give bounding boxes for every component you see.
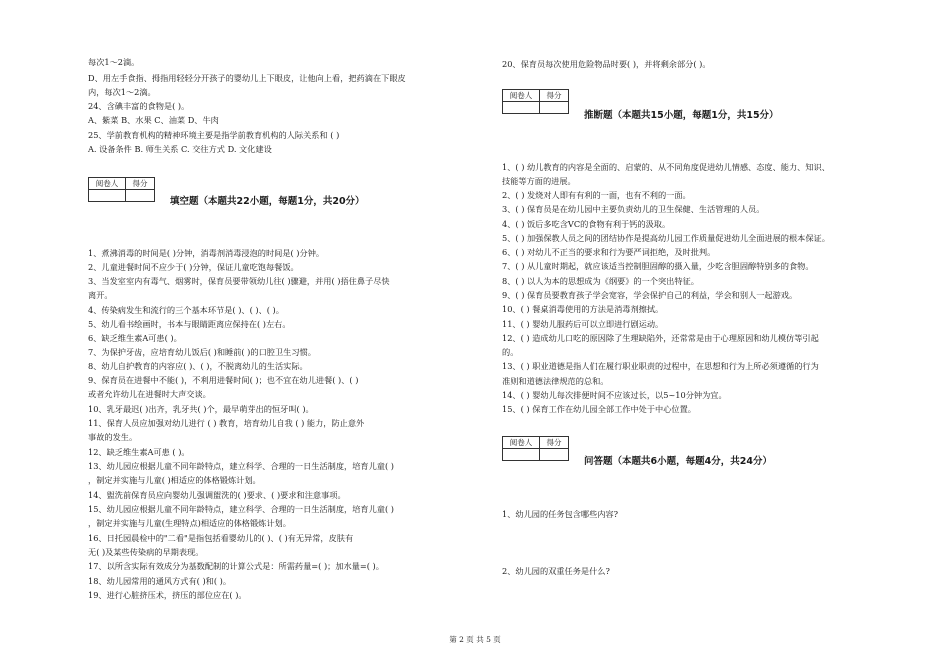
grader-label: 阅卷人 xyxy=(503,437,540,449)
fill-item: 16、日托园晨检中的"二看"是指包括看婴幼儿的( )、( )有无异常，皮肤有 xyxy=(88,533,354,543)
fill-item: ，制定并实施与儿童(生理特点)相适应的体格锻炼计划。 xyxy=(88,518,291,528)
judge-item: 9、( ) 保育员要教育孩子学会宽容，学会保护自己的利益，学会和别人一起游戏。 xyxy=(502,290,798,300)
section-title-qa: 问答题（本题共6小题，每题4分，共24分） xyxy=(584,456,772,467)
question-24-options: A、紫菜 B、水果 C、油菜 D、牛肉 xyxy=(88,115,219,125)
score-cell xyxy=(126,190,155,202)
judge-item: 的。 xyxy=(502,347,519,357)
judge-item: 14、( ) 婴幼儿每次排便时间不应该过长，以5~10分钟为宜。 xyxy=(502,390,727,400)
grader-cell xyxy=(503,449,540,461)
fill-item: 或者允许幼儿在进餐时大声交谈。 xyxy=(88,389,211,399)
fill-item: 5、幼儿看书绘画时，书本与眼睛距离应保持在( )左右。 xyxy=(88,319,291,329)
score-box-judge xyxy=(502,89,569,114)
judge-item: 11、( ) 婴幼儿服药后可以立即进行剧运动。 xyxy=(502,319,664,329)
page-number: 第 2 页 共 5 页 xyxy=(449,635,501,644)
fill-item: 19、进行心脏挤压术，挤压的部位应在( )。 xyxy=(88,590,247,600)
question-25-options: A. 设备条件 B. 师生关系 C. 交往方式 D. 文化建设 xyxy=(88,144,272,154)
judge-item: 技能等方面的进展。 xyxy=(502,176,576,186)
grader-label: 阅卷人 xyxy=(89,178,126,190)
score-cell xyxy=(540,102,569,114)
text-line: D、用左手食指、拇指用轻轻分开孩子的婴幼儿上下眼皮，让他向上看，把药滴在下眼皮 xyxy=(88,73,406,83)
fill-item: 15、幼儿园应根据儿童不同年龄特点，建立科学、合理的一日生活制度，培育儿童( ) xyxy=(88,504,394,514)
fill-item: 事故的发生。 xyxy=(88,432,138,442)
fill-item: 无( )及某些传染病的早期表现。 xyxy=(88,547,204,557)
judge-item: 7、( ) 从儿童时期起，就应该适当控制胆固醇的摄入量，少吃含胆固醇特别多的食物。 xyxy=(502,261,814,271)
judge-item: 1、( ) 幼儿教育的内容是全面的、启蒙的、从不同角度促进幼儿情感、态度、能力、知识、 xyxy=(502,162,830,172)
judge-item: 15、( ) 保育工作在幼儿园全部工作中处于中心位置。 xyxy=(502,404,696,414)
judge-item: 13、( ) 职业道德是指人们在履行职业职责的过程中，在思想和行为上所必须遵循的行为 xyxy=(502,361,819,371)
score-label: 得分 xyxy=(540,437,569,449)
fill-item: 4、传染病发生和流行的三个基本环节是( )、( )、( )。 xyxy=(88,305,284,315)
judge-item: 8、( ) 以人为本的思想成为《纲要》的一个突出特征。 xyxy=(502,276,699,286)
score-label: 得分 xyxy=(126,178,155,190)
judge-item: 4、( ) 饭后多吃含VC的食物有利于钙的汲取。 xyxy=(502,219,671,229)
judge-item: 12、( ) 造成幼儿口吃的原因除了生理缺陷外，还常常是由于心理原因和幼儿模仿等引起 xyxy=(502,333,819,343)
score-box-qa xyxy=(502,436,569,461)
fill-item: 17、以所含实际有效成分为基数配制的计算公式是：所需药量=( )；加水量=( )。 xyxy=(88,561,384,571)
judge-item: 5、( ) 加强保教人员之间的团结协作是提高幼儿园工作质量促进幼儿全面进展的根本保证。 xyxy=(502,233,830,243)
judge-item: 6、( ) 对幼儿不正当的要求和行为要严词拒绝，及时批判。 xyxy=(502,247,716,257)
judge-item: 准则和道德法律规范的总和。 xyxy=(502,376,609,386)
fill-item: 14、盥洗前保育员应向婴幼儿强调盥洗的( )要求、( )要求和注意事项。 xyxy=(88,490,346,500)
fill-item: 1、煮沸消毒的时间是( )分钟，消毒剂消毒浸泡的时间是( )分钟。 xyxy=(88,248,325,258)
fill-item: 18、幼儿园常用的通风方式有( )和( )。 xyxy=(88,576,232,586)
score-cell xyxy=(540,449,569,461)
text-line: 内，每次1～2滴。 xyxy=(88,87,156,97)
grader-label: 阅卷人 xyxy=(503,90,540,102)
judge-item: 2、( ) 发烧对人即有有利的一面，也有不利的一面。 xyxy=(502,190,691,200)
fill-item-20: 20、保育员每次使用危险物品时要( )，并将剩余部分( )。 xyxy=(502,59,711,69)
judge-item: 3、( ) 保育员是在幼儿园中主要负责幼儿的卫生保健、生活管理的人员。 xyxy=(502,204,765,214)
fill-item: 13、幼儿园应根据儿童不同年龄特点，建立科学、合理的一日生活制度，培育儿童( ) xyxy=(88,461,394,471)
grader-cell xyxy=(503,102,540,114)
fill-item: 2、儿童进餐时间不应少于( )分钟，保证儿童吃饱每餐饭。 xyxy=(88,262,299,272)
score-box-fill xyxy=(88,177,155,202)
question-25: 25、学前教育机构的精神环境主要是指学前教育机构的人际关系和 ( ) xyxy=(88,130,340,140)
section-title-judge: 推断题（本题共15小题，每题1分，共15分） xyxy=(584,110,779,121)
judge-item: 10、( ) 餐桌消毒使用的方法是消毒剂擦拭。 xyxy=(502,304,664,314)
score-label: 得分 xyxy=(540,90,569,102)
grader-cell xyxy=(89,190,126,202)
qa-item-1: 1、幼儿园的任务包含哪些内容? xyxy=(502,509,619,519)
fill-item: 8、幼儿自护教育的内容应( )、( )，不脱离幼儿的生活实际。 xyxy=(88,361,308,371)
fill-item: ，制定并实施与儿童( )相适应的体格锻炼计划。 xyxy=(88,475,261,485)
section-title-fill: 填空题（本题共22小题，每题1分，共20分） xyxy=(170,196,365,207)
fill-item: 9、保育员在进餐中不能( )，不利用进餐时间( )；也不宜在幼儿进餐( )、( ) xyxy=(88,375,359,385)
fill-item: 10、乳牙最迟( )出齐，乳牙共( )个，最早萌芽出的恒牙叫( )。 xyxy=(88,404,314,414)
fill-item: 11、保育人员应加强对幼儿进行 ( ) 教育，培育幼儿自我 ( ) 能力，防止意外 xyxy=(88,418,365,428)
fill-item: 6、缺乏维生素A可患( )。 xyxy=(88,333,182,343)
question-24: 24、含碘丰富的食物是( )。 xyxy=(88,101,190,111)
fill-item: 3、当发室室内有毒气、烟雾时，保育员要带领幼儿往( )骤避，并用( )捂住鼻子尽快 xyxy=(88,276,390,286)
fill-item: 离开。 xyxy=(88,290,113,300)
text-line: 每次1～2滴。 xyxy=(88,57,140,67)
fill-item: 12、缺乏维生素A可患 ( )。 xyxy=(88,447,190,457)
qa-item-2: 2、幼儿园的双重任务是什么? xyxy=(502,566,610,576)
fill-item: 7、为保护牙齿，应培育幼儿饭后( )和睡前( )的口腔卫生习惯。 xyxy=(88,347,316,357)
